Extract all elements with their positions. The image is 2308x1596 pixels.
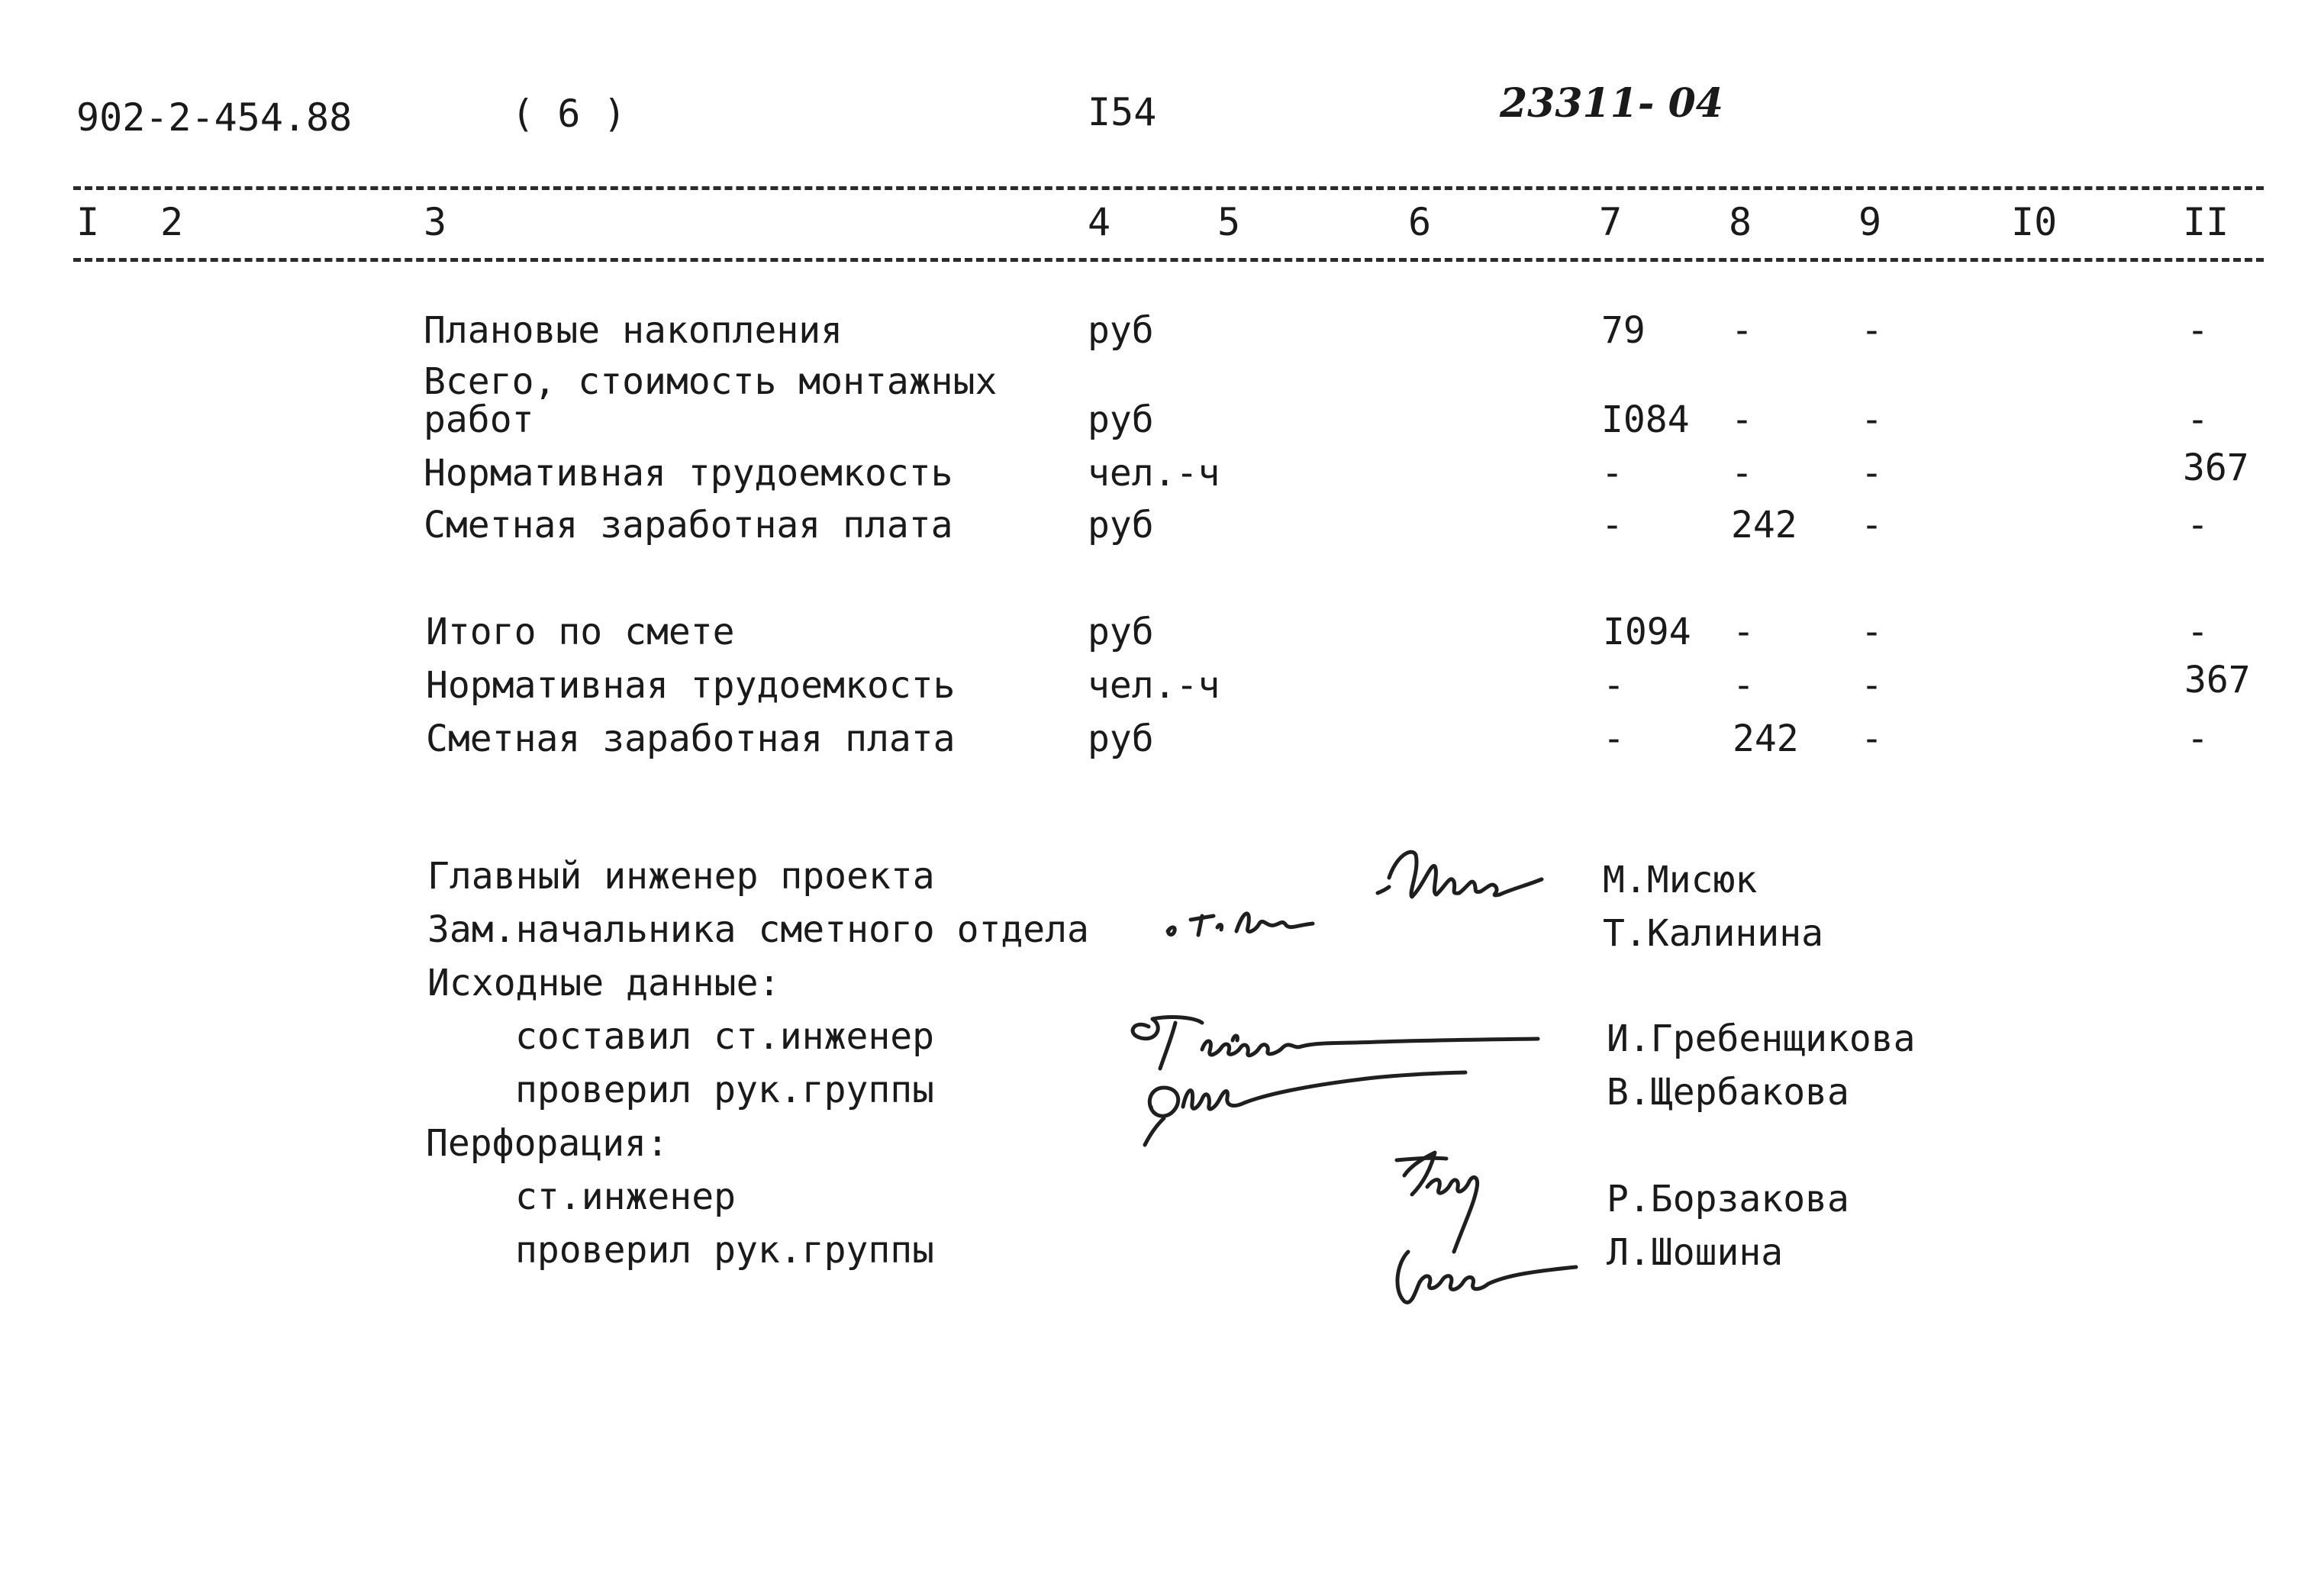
row-col11-value: - xyxy=(2187,611,2209,653)
row-col9-value: - xyxy=(1861,504,1883,547)
header-bottom-rule xyxy=(73,258,2264,262)
row-unit: чел.-ч xyxy=(1088,664,1220,707)
deputy-head-name: Т.Калинина xyxy=(1603,912,1823,955)
col-header-6: 6 xyxy=(1408,200,1432,244)
header-top-rule xyxy=(73,186,2264,190)
perforation-checker-signature xyxy=(1385,1236,1599,1320)
compiled-by-name: И.Гребенщикова xyxy=(1607,1017,1916,1060)
row-description: Нормативная трудоемкость xyxy=(426,664,956,707)
row-col7-value: - xyxy=(1601,504,1623,547)
row-description: Сметная заработная плата xyxy=(424,504,953,547)
row-unit: чел.-ч xyxy=(1088,452,1220,495)
row-unit: руб xyxy=(1088,309,1154,352)
chief-engineer-name: М.Мисюк xyxy=(1603,859,1758,901)
handwritten-stamp: 23311- 04 xyxy=(1500,80,1723,127)
col-header-11: II xyxy=(2183,200,2229,244)
col-header-5: 5 xyxy=(1217,200,1241,244)
row-col11-value: - xyxy=(2187,309,2209,352)
perforation-label: Перфорация: xyxy=(426,1122,669,1165)
row-col8-value: - xyxy=(1731,452,1753,495)
row-col9-value: - xyxy=(1861,664,1883,707)
row-col9-value: - xyxy=(1861,717,1883,760)
perforation-checker-name: Л.Шошина xyxy=(1607,1231,1784,1274)
col-header-2: 2 xyxy=(160,200,184,244)
deputy-head-title: Зам.начальника сметного отдела xyxy=(427,908,1089,951)
row-col8-value: 242 xyxy=(1733,717,1799,760)
row-description-line1: Всего, стоимость монтажных xyxy=(424,360,998,403)
row-col9-value: - xyxy=(1861,309,1883,352)
col-header-9: 9 xyxy=(1858,200,1882,244)
row-description: Нормативная трудоемкость xyxy=(424,452,953,495)
row-col7-value: - xyxy=(1603,717,1625,760)
row-col9-value: - xyxy=(1861,398,1883,441)
row-description: Плановые накопления xyxy=(424,309,843,352)
row-unit: руб xyxy=(1088,717,1154,760)
row-description: Сметная заработная плата xyxy=(426,717,956,760)
row-col9-value: - xyxy=(1861,611,1883,653)
row-col11-value: - xyxy=(2187,398,2209,441)
part-number: ( 6 ) xyxy=(511,92,627,136)
row-col7-value: I084 xyxy=(1601,398,1690,441)
row-col7-value: I094 xyxy=(1603,611,1691,653)
row-col8-value: - xyxy=(1733,664,1755,707)
row-col8-value: - xyxy=(1733,611,1755,653)
row-col11-value: 367 xyxy=(2183,447,2249,489)
chief-engineer-title: Главный инженер проекта xyxy=(427,855,935,898)
perforation-engineer-title: ст.инженер xyxy=(515,1175,736,1218)
row-col11-value: - xyxy=(2187,504,2209,547)
row-col8-value: - xyxy=(1731,309,1753,352)
perforation-checker-title: проверил рук.группы xyxy=(515,1229,935,1272)
perforation-engineer-name: Р.Борзакова xyxy=(1607,1178,1849,1220)
checked-by-title: проверил рук.группы xyxy=(515,1069,935,1111)
row-description: работ xyxy=(424,398,534,441)
row-unit: руб xyxy=(1088,398,1154,441)
row-col7-value: - xyxy=(1601,452,1623,495)
row-col7-value: 79 xyxy=(1601,309,1646,352)
document-code: 902-2-454.88 xyxy=(76,95,353,140)
row-description: Итого по смете xyxy=(426,611,735,653)
row-col11-value: - xyxy=(2187,717,2209,760)
col-header-3: 3 xyxy=(424,200,447,244)
deputy-head-signature xyxy=(1160,893,1420,954)
row-col11-value: 367 xyxy=(2184,659,2251,701)
col-header-1: I xyxy=(76,200,100,244)
col-header-8: 8 xyxy=(1729,200,1752,244)
page-number: I54 xyxy=(1088,90,1157,134)
col-header-10: I0 xyxy=(2011,200,2058,244)
row-col8-value: - xyxy=(1731,398,1753,441)
col-header-7: 7 xyxy=(1599,200,1623,244)
row-col9-value: - xyxy=(1861,452,1883,495)
compiled-by-title: составил ст.инженер xyxy=(515,1015,935,1058)
row-unit: руб xyxy=(1088,611,1154,653)
row-col7-value: - xyxy=(1603,664,1625,707)
source-data-label: Исходные данные: xyxy=(427,962,781,1004)
row-col8-value: 242 xyxy=(1731,504,1797,547)
row-unit: руб xyxy=(1088,504,1154,547)
col-header-4: 4 xyxy=(1088,200,1111,244)
checked-by-name: В.Щербакова xyxy=(1607,1071,1849,1114)
